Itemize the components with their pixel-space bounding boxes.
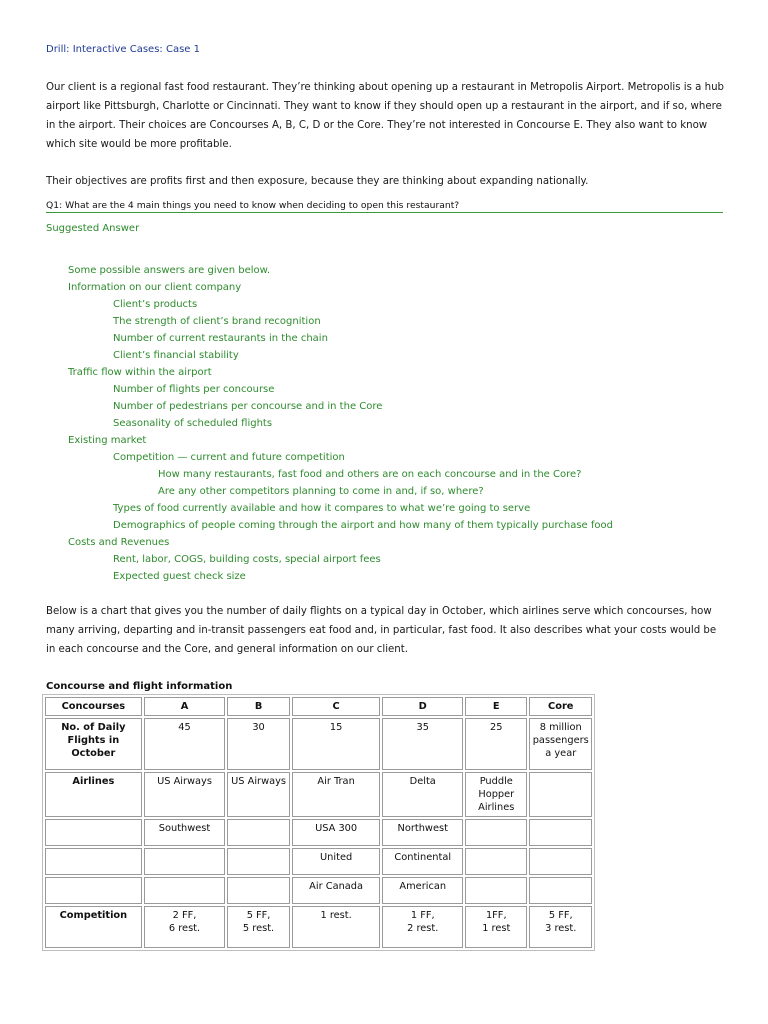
table-cell: 2 FF, 6 rest. bbox=[144, 906, 226, 948]
table-cell: Northwest bbox=[382, 819, 463, 846]
table-row bbox=[45, 848, 592, 875]
answer-item: Number of pedestrians per concourse and in the Core bbox=[113, 401, 383, 412]
answer-item: Competition — current and future competition bbox=[113, 452, 345, 463]
table-cell: Continental bbox=[382, 848, 463, 875]
table-header-cell: E bbox=[465, 697, 527, 716]
table-row bbox=[45, 877, 592, 904]
table-cell bbox=[45, 877, 142, 904]
table-row bbox=[45, 772, 592, 817]
answer-item: Existing market bbox=[68, 435, 147, 446]
table-cell bbox=[529, 848, 592, 875]
table-cell: USA 300 bbox=[292, 819, 381, 846]
row-label-flights: No. of Daily Flights in October bbox=[45, 718, 142, 770]
table-cell bbox=[227, 819, 289, 846]
table-header-cell: D bbox=[382, 697, 463, 716]
row-label-competition: Competition bbox=[45, 906, 142, 948]
table-cell: 8 million passengers a year bbox=[529, 718, 592, 770]
table-cell: American bbox=[382, 877, 463, 904]
answer-item: Are any other competitors planning to come in and, if so, where? bbox=[158, 486, 484, 497]
answer-item: Types of food currently available and how it compares to what we’re going to serve bbox=[113, 503, 531, 514]
table-cell: United bbox=[292, 848, 381, 875]
table-cell bbox=[45, 819, 142, 846]
table-cell bbox=[45, 848, 142, 875]
page-title: Drill: Interactive Cases: Case 1 bbox=[46, 44, 200, 55]
table-cell bbox=[144, 848, 226, 875]
chart-paragraph: Below is a chart that gives you the number of daily flights on a typical day in October, which airlines serve which concourses, how many arriving, departing and in-transit passengers eat food and, in particular, fast food. It also describes what your costs would be in each concourse and the Core, and general information on our client. bbox=[46, 606, 717, 655]
answer-item: Client’s products bbox=[113, 299, 198, 310]
table-cell: Air Tran bbox=[292, 772, 381, 817]
table-header-cell: Core bbox=[529, 697, 592, 716]
table-cell bbox=[529, 819, 592, 846]
suggested-answer-label: Suggested Answer bbox=[46, 223, 140, 234]
answer-item: Expected guest check size bbox=[113, 571, 246, 582]
table-header-cell: B bbox=[227, 697, 289, 716]
table-cell: 1 FF, 2 rest. bbox=[382, 906, 463, 948]
answer-item: Client’s financial stability bbox=[113, 350, 239, 361]
table-cell bbox=[227, 877, 289, 904]
table-cell: 1 rest. bbox=[292, 906, 381, 948]
table-header-cell: Concourses bbox=[45, 697, 142, 716]
question-heading: Q1: What are the 4 main things you need to know when deciding to open this restaurant? bbox=[46, 200, 460, 211]
answer-item: The strength of client’s brand recognition bbox=[113, 316, 321, 327]
answer-item: Demographics of people coming through the airport and how many of them typically purchase food bbox=[113, 520, 613, 531]
table-row bbox=[45, 906, 592, 948]
table-header-cell: A bbox=[144, 697, 226, 716]
table-cell: 15 bbox=[292, 718, 381, 770]
table-cell: Air Canada bbox=[292, 877, 381, 904]
table-cell bbox=[465, 877, 527, 904]
table-header-cell: C bbox=[292, 697, 381, 716]
table-cell: 35 bbox=[382, 718, 463, 770]
answer-item: Traffic flow within the airport bbox=[68, 367, 212, 378]
answer-item: Rent, labor, COGS, building costs, special airport fees bbox=[113, 554, 381, 565]
table-cell: 5 FF, 3 rest. bbox=[529, 906, 592, 948]
table-row bbox=[45, 819, 592, 846]
table-cell: US Airways bbox=[144, 772, 226, 817]
table-cell: Puddle Hopper Airlines bbox=[465, 772, 527, 817]
table-caption: Concourse and flight information bbox=[46, 681, 233, 692]
objectives-paragraph: Their objectives are profits first and then exposure, because they are thinking about expanding nationally. bbox=[46, 176, 589, 187]
table-cell bbox=[227, 848, 289, 875]
answer-item: Some possible answers are given below. bbox=[68, 265, 271, 276]
table-cell: 1FF, 1 rest bbox=[465, 906, 527, 948]
answer-item: Seasonality of scheduled flights bbox=[113, 418, 273, 429]
table-cell: 25 bbox=[465, 718, 527, 770]
answer-item: Costs and Revenues bbox=[68, 537, 170, 548]
concourse-table bbox=[42, 694, 595, 951]
table-cell bbox=[529, 877, 592, 904]
table-cell bbox=[465, 848, 527, 875]
table-cell: 5 FF, 5 rest. bbox=[227, 906, 289, 948]
answer-item: How many restaurants, fast food and others are on each concourse and in the Core? bbox=[158, 469, 582, 480]
table-cell: US Airways bbox=[227, 772, 289, 817]
table-cell bbox=[465, 819, 527, 846]
answer-list bbox=[0, 262, 613, 585]
table-cell: Southwest bbox=[144, 819, 226, 846]
question-divider bbox=[46, 212, 723, 213]
intro-paragraph: Our client is a regional fast food restaurant. They’re thinking about opening up a restaurant in Metropolis Airport. Metropolis is a hub airport like Pittsburgh, Charlotte or Cincinnati. They want to know if they should open up a restaurant in the airport, and if so, where in the airport. Their choices are Concourses A, B, C, D or the Core. They’re not interested in Concourse E. They also want to know which site would be more profitable. bbox=[46, 82, 725, 150]
table-cell bbox=[144, 877, 226, 904]
table-row bbox=[45, 718, 592, 770]
table-cell: Delta bbox=[382, 772, 463, 817]
table-header-row bbox=[45, 697, 592, 716]
table-cell bbox=[529, 772, 592, 817]
table-cell: 45 bbox=[144, 718, 226, 770]
answer-item: Information on our client company bbox=[68, 282, 242, 293]
table-cell: 30 bbox=[227, 718, 289, 770]
answer-item: Number of flights per concourse bbox=[113, 384, 275, 395]
answer-item: Number of current restaurants in the chain bbox=[113, 333, 328, 344]
row-label-airlines: Airlines bbox=[45, 772, 142, 817]
